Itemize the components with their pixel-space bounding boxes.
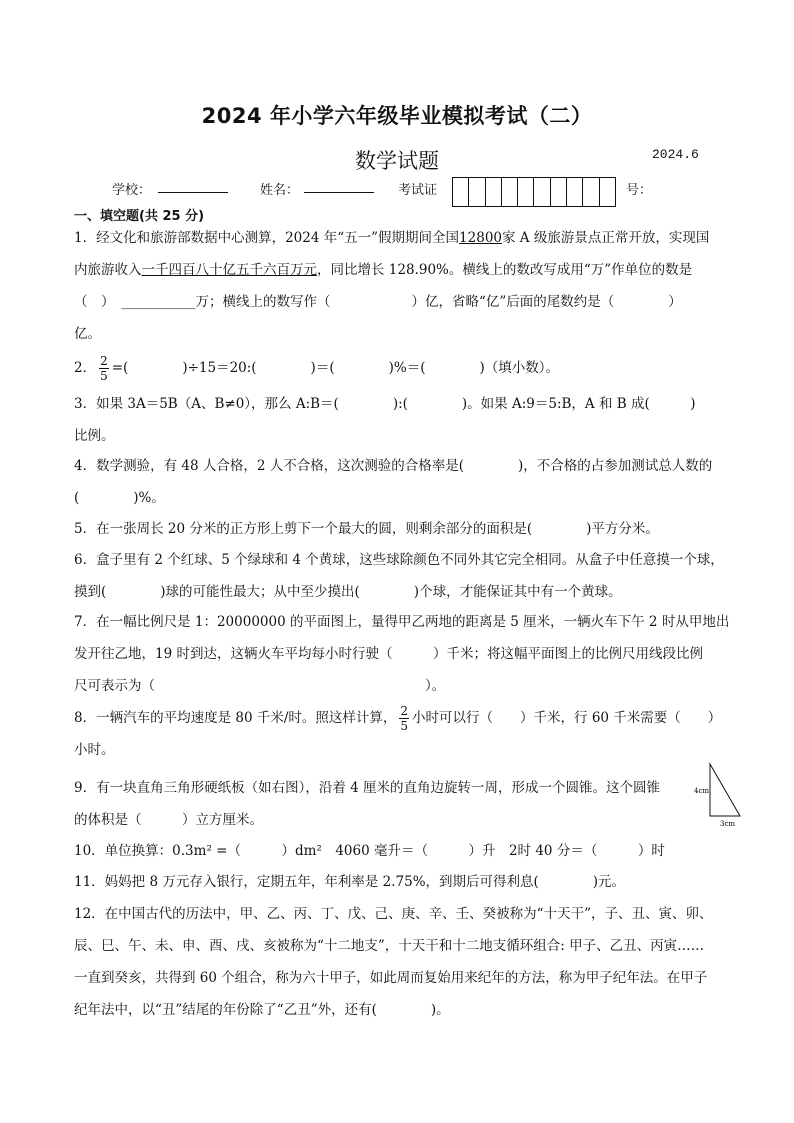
q1-underlined-number: 12800 bbox=[459, 230, 502, 246]
q7-text: 7．在一幅比例尺是 1：20000000 的平面图上，量得甲乙两地的距离是 5 厘米，一辆火车下午 2 时从甲地出 bbox=[74, 614, 730, 630]
exam-id-cell[interactable] bbox=[453, 178, 469, 206]
question-1 bbox=[74, 222, 734, 350]
question-5 bbox=[74, 513, 734, 545]
exam-date: 2024.6 bbox=[652, 147, 699, 162]
exam-id-cell[interactable] bbox=[518, 178, 534, 206]
q1-text: ，同比增长 128.90%。横线上的数改写成用“万”作单位的数是 bbox=[317, 262, 693, 278]
q1-text: （ ） ___________万；横线上的数写作（ ）亿，省略“亿”后面的尾数约是（ ） bbox=[74, 294, 682, 310]
exam-id-cell[interactable] bbox=[551, 178, 567, 206]
exam-id-cell[interactable] bbox=[583, 178, 599, 206]
q8-text: 8．一辆汽车的平均速度是 80 千米/时。照这样计算， bbox=[74, 710, 397, 726]
exam-id-grid[interactable] bbox=[452, 177, 616, 207]
fraction-denominator: 5 bbox=[100, 369, 108, 383]
q7-text: 发开往乙地，19 时到达，这辆火车平均每小时行驶（ ）千米；将这幅平面图上的比例尺用线段比例 bbox=[74, 646, 703, 662]
q8-text: 小时可以行（ ）千米，行 60 千米需要（ ） bbox=[412, 710, 722, 726]
number-label: 号： bbox=[626, 183, 653, 198]
exam-id-cell[interactable] bbox=[567, 178, 583, 206]
q2-text: =( )÷15＝20:( )＝( )%＝( )（填小数）。 bbox=[111, 360, 559, 376]
exam-id-cell[interactable] bbox=[502, 178, 518, 206]
q12-text: 纪年法中，以“丑”结尾的年份除了“乙丑”外，还有( )。 bbox=[74, 1002, 450, 1018]
school-field[interactable] bbox=[158, 192, 228, 193]
question-11 bbox=[74, 866, 734, 898]
exam-id-cell[interactable] bbox=[486, 178, 502, 206]
q12-text: 一直到癸亥，共得到 60 个组合，称为六十甲子，如此周而复始用来纪年的方法，称为甲子纪年法。在甲子 bbox=[74, 970, 708, 986]
question-12 bbox=[74, 898, 734, 1026]
name-label: 姓名： bbox=[260, 183, 300, 198]
question-8 bbox=[74, 702, 734, 766]
question-9 bbox=[74, 772, 694, 836]
student-info-row bbox=[0, 177, 794, 201]
q1-text: 内旅游收入 bbox=[74, 262, 142, 278]
fraction-two-fifths bbox=[99, 354, 109, 383]
school-label: 学校： bbox=[112, 183, 152, 198]
right-triangle-figure bbox=[694, 760, 754, 830]
q1-text: 家 A 级旅游景点正常开放，实现国 bbox=[502, 230, 710, 246]
fraction-two-fifths bbox=[399, 704, 409, 733]
fraction-numerator: 2 bbox=[100, 354, 108, 368]
q6-text: 6．盒子里有 2 个红球、5 个绿球和 4 个黄球，这些球除颜色不同外其它完全相同。从盒子中任意摸一个球， bbox=[74, 552, 724, 568]
q2-number: 2． bbox=[74, 360, 97, 376]
q12-text: 辰、巳、午、未、申、酉、戌、亥被称为“十二地支”，十天干和十二地支循环组合: 甲子、乙丑、丙寅…… bbox=[74, 938, 705, 954]
q1-underlined-amount: 一千四百八十亿五千六百万元 bbox=[141, 262, 317, 278]
fraction-denominator: 5 bbox=[400, 719, 409, 733]
triangle-shape bbox=[710, 764, 740, 816]
section-title: 一、填空题(共 25 分) bbox=[74, 209, 205, 224]
q12-text: 12．在中国古代的历法中，甲、乙、丙、丁、戊、己、庚、辛、壬、癸被称为“十天干”，子、丑、寅、卯、 bbox=[74, 906, 713, 922]
question-4 bbox=[74, 450, 734, 514]
triangle-height-label: 4cm bbox=[694, 787, 710, 795]
q9-text: 的体积是（ ）立方厘米。 bbox=[74, 812, 263, 828]
name-field[interactable] bbox=[304, 192, 374, 193]
exam-id-cell[interactable] bbox=[600, 178, 615, 206]
q5-text: 5．在一张周长 20 分米的正方形上剪下一个最大的圆，则剩余部分的面积是( )平方分米。 bbox=[74, 521, 659, 537]
exam-id-cell[interactable] bbox=[534, 178, 550, 206]
question-6 bbox=[74, 544, 734, 608]
q1-text: 1．经文化和旅游部数据中心测算，2024 年“五一”假期期间全国 bbox=[74, 230, 460, 246]
question-2 bbox=[74, 352, 734, 384]
q10-text: 10．单位换算：0.3m² =（ ）dm² 4060 毫升＝（ ）升 2时 40 分＝（ ）时 bbox=[74, 843, 665, 859]
question-3 bbox=[74, 388, 734, 452]
q9-text: 9．有一块直角三角形硬纸板（如右图），沿着 4 厘米的直角边旋转一周，形成一个圆锥。这个圆锥 bbox=[74, 780, 661, 796]
q4-text: ( )%。 bbox=[74, 490, 165, 506]
fraction-numerator: 2 bbox=[400, 704, 409, 718]
q6-text: 摸到( )球的可能性最大；从中至少摸出( )个球，才能保证其中有一个黄球。 bbox=[74, 584, 622, 600]
exam-subtitle: 数学试题 bbox=[355, 149, 439, 173]
q3-text: 3．如果 3A＝5B（A、B≠0），那么 A:B＝( ):( )。如果 A:9＝5:B，A 和 B 成( ) bbox=[74, 396, 696, 412]
q8-text: 小时。 bbox=[74, 742, 115, 758]
triangle-base-label: 3cm bbox=[720, 820, 736, 828]
q4-text: 4．数学测验，有 48 人合格，2 人不合格，这次测验的合格率是( )，不合格的占参加测试总人数的 bbox=[74, 458, 713, 474]
exam-id-cell[interactable] bbox=[469, 178, 485, 206]
question-10 bbox=[74, 835, 734, 867]
question-7 bbox=[74, 606, 734, 702]
exam-title: 2024 年小学六年级毕业模拟考试（二） bbox=[201, 104, 593, 128]
q11-text: 11．妈妈把 8 万元存入银行，定期五年，年利率是 2.75%，到期后可得利息( )元。 bbox=[74, 874, 626, 890]
q3-text: 比例。 bbox=[74, 428, 115, 444]
q1-text: 亿。 bbox=[74, 326, 101, 342]
exam-id-label: 考试证 bbox=[398, 183, 438, 198]
q7-text: 尺可表示为（ ）。 bbox=[74, 678, 446, 694]
